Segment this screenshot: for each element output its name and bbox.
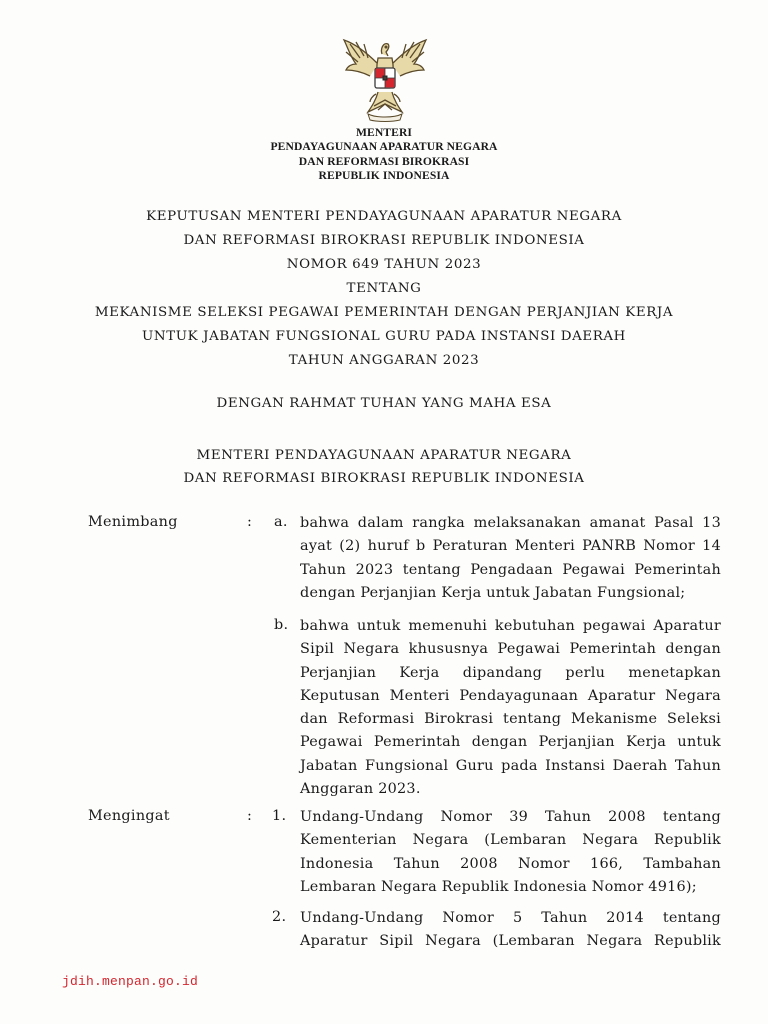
- item-line: Sipil Negara khususnya Pegawai Pemerintah dengan: [300, 641, 721, 658]
- item-line: Aparatur Sipil Negara (Lembaran Negara Republik: [300, 933, 721, 950]
- item-line: bahwa dalam rangka melaksanakan amanat Pasal 13: [300, 515, 721, 531]
- header-line: MENTERI: [355, 126, 413, 139]
- jdih-footer-link[interactable]: jdih.menpan.go.id: [62, 974, 199, 989]
- item-line: Kementerian Negara (Lembaran Negara Republik: [300, 832, 721, 849]
- item-line: Undang-Undang Nomor 39 Tahun 2008 tentang: [300, 809, 721, 825]
- menteri-line: DAN REFORMASI BIROKRASI REPUBLIK INDONESIA: [183, 471, 585, 486]
- mengingat-label: Mengingat: [88, 808, 170, 824]
- header-line: DAN REFORMASI BIROKRASI: [298, 154, 470, 168]
- item-marker: 1.: [272, 808, 287, 824]
- menteri-line: MENTERI PENDAYAGUNAAN APARATUR NEGARA: [196, 448, 572, 463]
- header-line: PENDAYAGUNAAN APARATUR NEGARA: [270, 140, 498, 154]
- item-marker: 2.: [272, 909, 287, 925]
- title-line: TAHUN ANGGARAN 2023: [288, 353, 480, 368]
- item-line: Indonesia Tahun 2008 Nomor 166, Tambahan: [300, 855, 721, 872]
- mengingat-item-1: [300, 806, 721, 899]
- item-line: Jabatan Fungsional Guru pada Instansi Daerah Tahun: [300, 757, 721, 774]
- item-line: Lembaran Negara Republik Indonesia Nomor 4916);: [300, 878, 697, 895]
- title-line: UNTUK JABATAN FUNGSIONAL GURU PADA INSTANSI DAERAH: [142, 329, 626, 344]
- title-line: TENTANG: [346, 281, 422, 296]
- item-marker: b.: [274, 617, 289, 633]
- title-line: MEKANISME SELEKSI PEGAWAI PEMERINTAH DENGAN PERJANJIAN KERJA: [94, 305, 674, 320]
- item-line: Perjanjian Kerja dipandang perlu menetapkan: [300, 664, 721, 681]
- item-line: Pegawai Pemerintah dengan Perjanjian Kerja untuk: [300, 734, 721, 751]
- menimbang-item-b: [300, 615, 721, 801]
- item-line: Anggaran 2023.: [300, 781, 421, 798]
- mengingat-item-2: [300, 907, 721, 954]
- item-line: bahwa untuk memenuhi kebutuhan pegawai Aparatur: [300, 618, 721, 634]
- item-line: Keputusan Menteri Pendayagunaan Aparatur Negara: [300, 687, 721, 704]
- menimbang-colon: :: [247, 514, 252, 530]
- item-line: Undang-Undang Nomor 5 Tahun 2014 tentang: [300, 910, 721, 926]
- item-line: dan Reformasi Birokrasi tentang Mekanisme Seleksi: [300, 711, 721, 728]
- title-line: NOMOR 649 TAHUN 2023: [286, 257, 482, 272]
- mengingat-colon: :: [247, 808, 252, 824]
- ministry-header: [0, 126, 768, 184]
- item-line: Tahun 2023 tentang Pengadaan Pegawai Pemerintah: [300, 561, 721, 578]
- decree-title: [0, 205, 768, 373]
- menteri-heading: [0, 444, 768, 490]
- garuda-pancasila-emblem-icon: [338, 34, 432, 122]
- item-line: ayat (2) huruf b Peraturan Menteri PANRB Nomor 14: [300, 538, 721, 555]
- item-line: dengan Perjanjian Kerja untuk Jabatan Fungsional;: [300, 584, 686, 601]
- title-line: KEPUTUSAN MENTERI PENDAYAGUNAAN APARATUR NEGARA: [146, 209, 622, 224]
- menimbang-item-a: [300, 512, 721, 605]
- rahmat-line: DENGAN RAHMAT TUHAN YANG MAHA ESA: [216, 396, 552, 411]
- header-line: REPUBLIK INDONESIA: [318, 169, 450, 183]
- menimbang-label: Menimbang: [88, 514, 178, 530]
- item-marker: a.: [274, 514, 288, 530]
- title-line: DAN REFORMASI BIROKRASI REPUBLIK INDONESIA: [183, 233, 585, 248]
